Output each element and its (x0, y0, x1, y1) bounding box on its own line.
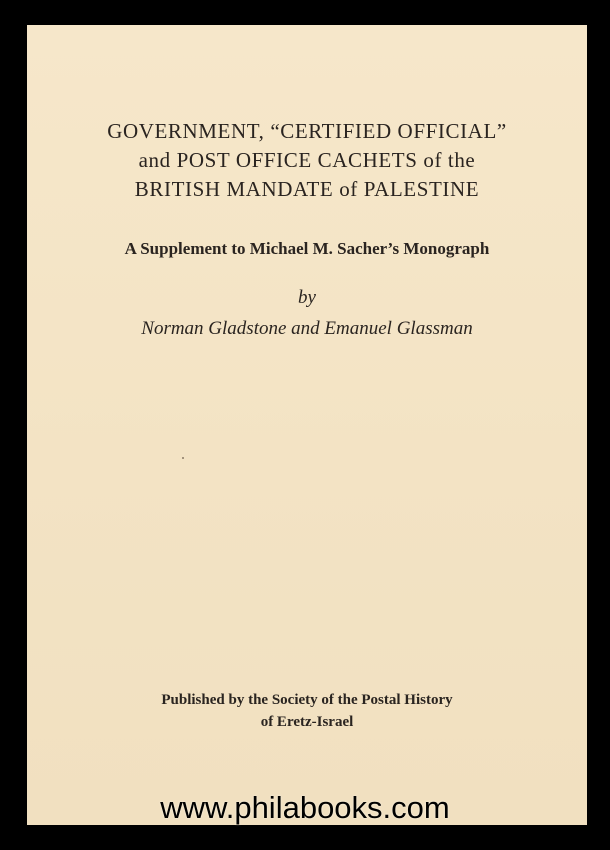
title-line-3: BRITISH MANDATE of PALESTINE (134, 177, 480, 201)
publisher-info (27, 689, 587, 733)
book-authors: Norman Gladstone and Emanuel Glassman (141, 318, 473, 339)
title-line-1: GOVERNMENT, “CERTIFIED OFFICIAL” (107, 119, 507, 143)
paper-speck (182, 457, 184, 459)
publisher-line-1: Published by the Society of the Postal History (161, 692, 453, 708)
book-cover (27, 25, 587, 825)
book-subtitle: A Supplement to Michael M. Sacher’s Monograph (124, 239, 490, 258)
title-line-2: and POST OFFICE CACHETS of the (138, 148, 476, 172)
publisher-line-2: of Eretz-Israel (260, 714, 354, 730)
book-title (27, 117, 587, 204)
by-label: by (298, 287, 316, 308)
site-watermark: www.philabooks.com (160, 790, 450, 825)
